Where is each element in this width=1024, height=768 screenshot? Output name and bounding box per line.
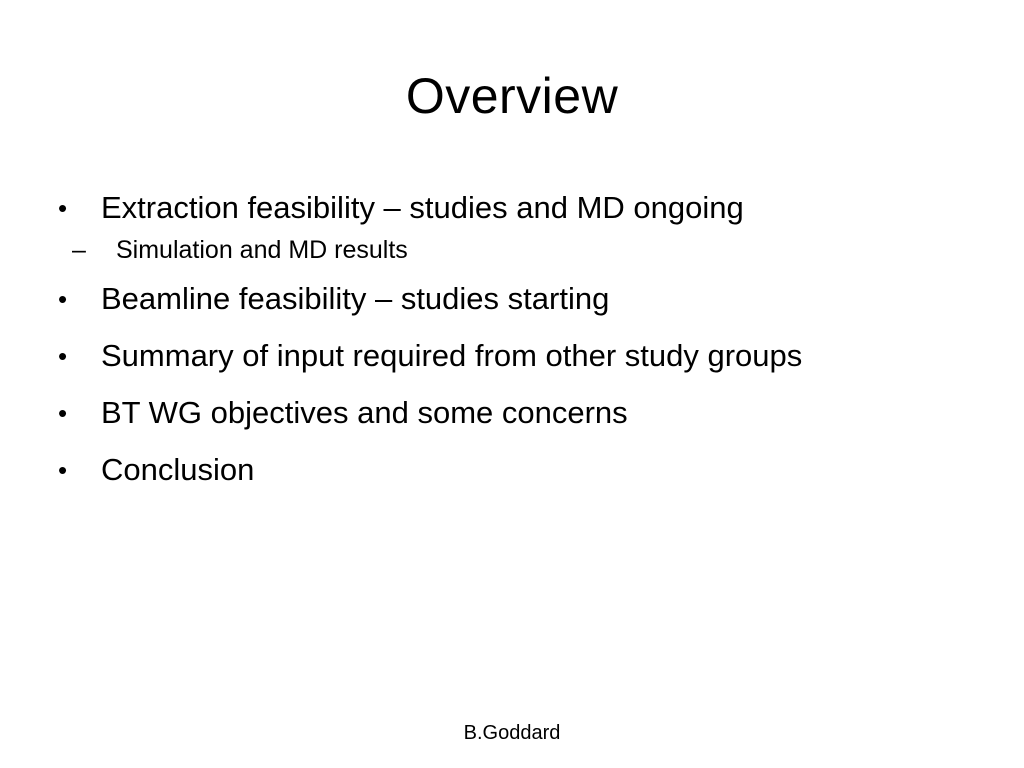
bullet-item xyxy=(58,333,978,379)
bullet-icon: • xyxy=(58,193,68,223)
slide-title: Overview xyxy=(405,68,619,124)
bullet-text: Conclusion xyxy=(101,452,255,487)
sub-bullet-text: Simulation and MD results xyxy=(116,236,408,264)
bullet-icon: • xyxy=(58,455,68,485)
bullet-text: Summary of input required from other study groups xyxy=(101,338,803,373)
sub-bullet-item xyxy=(72,233,978,267)
bullet-item xyxy=(58,276,978,322)
dash-icon: – xyxy=(72,236,86,264)
sub-bullet-list xyxy=(58,233,978,267)
bullet-text: Extraction feasibility – studies and MD ongoing xyxy=(101,190,744,225)
bullet-icon: • xyxy=(58,341,68,371)
bullet-item xyxy=(58,185,978,231)
bullet-icon: • xyxy=(58,398,68,428)
bullet-text: Beamline feasibility – studies starting xyxy=(101,281,610,316)
bullet-item xyxy=(58,390,978,436)
bullet-icon: • xyxy=(58,284,68,314)
bullet-item xyxy=(58,447,978,493)
sub-list-container xyxy=(58,233,978,267)
footer-author: B.Goddard xyxy=(463,722,561,744)
bullet-text: BT WG objectives and some concerns xyxy=(101,395,628,430)
bullet-list xyxy=(58,185,978,493)
